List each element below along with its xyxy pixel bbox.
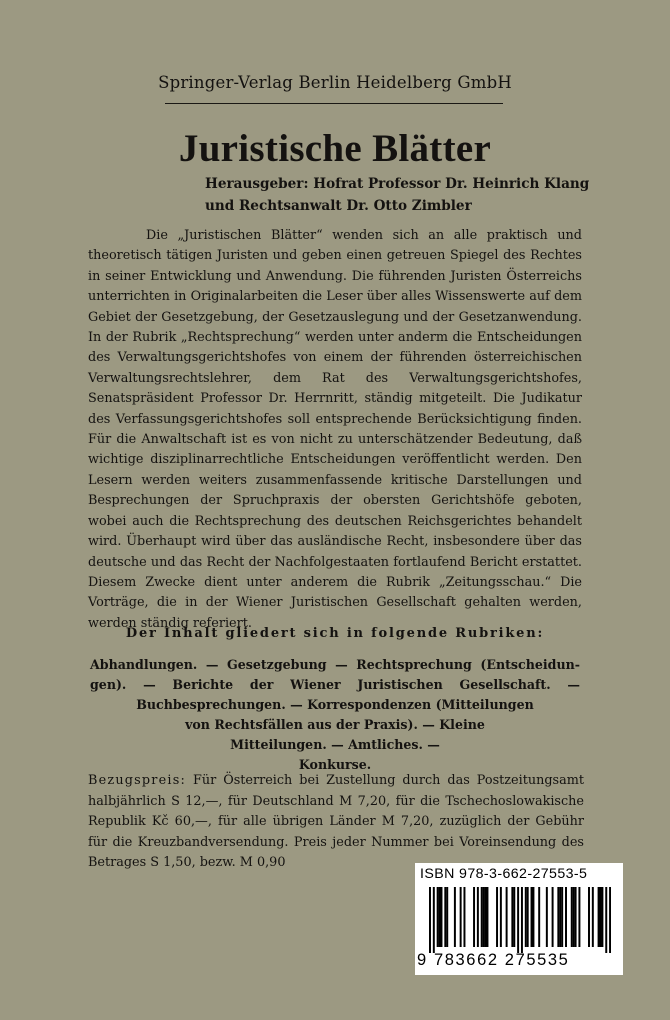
barcode-bar [460,887,462,947]
rubric-line: Mitteilungen. — Amtliches. — [230,737,440,752]
barcode-bar [500,887,502,947]
barcode [429,887,611,953]
barcode-bar [517,887,519,953]
barcode-bar [511,887,513,947]
rubric-list [90,655,580,775]
editors-line-1: Herausgeber: Hofrat Professor Dr. Heinrich Klang [205,176,590,192]
barcode-bar [538,887,540,947]
barcode-bar [552,887,554,947]
description-paragraph: Die „Juristischen Blätter“ wenden sich an alle praktisch und theoretisch tätigen Juristen und geben einen getreuen Spiegel des Rechtes in seiner Entwicklung und Anwendung. Die führenden Juristen Österreichs unterrichten in Originalarbeiten die Leser über alles Wissenswerte auf dem Gebiet der Gesetzgebung, der Gesetzauslegung und der Gesetzanwendung. In der Rubrik „Rechtsprechung“ werden unter anderm die Entscheidungen des Verwaltungsgerichtshofes von einem der führenden österreichischen Verwaltungsrechtslehrer, dem Rat des Verwaltungsgerichtshofes, Senatspräsident Professor Dr. Herrnritt, ständig mitgeteilt. Die Judikatur des Verfassungsgerichtshofes soll entsprechende Berücksichtigung finden. Für die Anwaltschaft ist es von nicht zu unterschätzender Bedeutung, daß wichtige disziplinarrechtliche Entscheidungen veröffentlicht werden. Den Lesern werden weiters zusammenfassende kritische Darstellungen und Besprechungen der Spruchpraxis der obersten Gerichtshöfe geboten, wobei auch die Rechtsprechung des deutschen Reichsgerichtes behandelt wird. Überhaupt wird über das ausländische Recht, insbesondere über das deutsche und das Recht der Nachfolgestaaten fortlaufend Bericht erstattet. Diesem Zwecke dient unter anderem die Rubrik „Zeitungsschau.“ Die Vorträge, die in der Wiener Juristischen Gesellschaft gehalten werden, werden ständig referiert. [88,228,582,631]
barcode-bar [513,887,515,947]
barcode-bar [588,887,590,947]
barcode-bar [525,887,527,947]
barcode-bar [532,887,534,947]
barcode-bar [486,887,488,947]
editors-line-2: und Rechtsanwalt Dr. Otto Zimbler [205,198,472,214]
subscription-price [88,771,584,874]
barcode-bar [527,887,529,947]
barcode-bar [601,887,603,947]
barcode-bar [437,887,439,947]
rubric-line: Abhandlungen. — Gesetzgebung — Rechtsprechung (Entscheidun- [90,657,580,672]
barcode-bar [561,887,563,947]
barcode-digits: 9 783662 275535 [417,951,570,969]
publisher-name: Springer-Verlag Berlin Heidelberg GmbH [158,73,512,92]
barcode-bar [473,887,475,947]
price-text: Für Österreich bei Zustellung durch das Postzeitungsamt halbjährlich S 12,—, für Deutschland M 7,20, für die Tschechoslowakische Republik Kč 60,—, für alle übrigen Länder M 7,20, zuzüglich der Gebühr für die Kreuzbandversendung. Preis jeder Nummer bei Voreinsendung des Betrages S 1,50, bezw. M 0,90 [88,773,584,870]
barcode-bar [571,887,573,947]
barcode-bar [444,887,446,947]
barcode-bar [454,887,456,947]
barcode-bar [573,887,575,947]
price-label: Bezugspreis: [88,773,186,788]
barcode-bar [496,887,498,947]
barcode-bar [521,887,523,953]
barcode-bar [565,887,567,947]
barcode-bar [446,887,448,947]
journal-title: Juristische Blätter [178,127,492,170]
barcode-bar [481,887,483,947]
barcode-bar [575,887,577,947]
barcode-bar [600,887,602,947]
barcode-bar [463,887,465,947]
barcode-bar [483,887,485,947]
barcode-bar [605,887,607,953]
barcode-bar [557,887,559,947]
editors-block [205,173,645,217]
barcode-bar [559,887,561,947]
contents-heading: Der Inhalt gliedert sich in folgende Rubriken: [125,626,545,641]
rubric-line: Buchbesprechungen. — Korrespondenzen (Mitteilungen [136,697,534,712]
barcode-bar [592,887,594,947]
barcode-bar [546,887,548,947]
rubric-line: Konkurse. [298,757,372,772]
barcode-bar [578,887,580,947]
rubric-line: von Rechtsfällen aus der Praxis). — Kleine [185,717,485,732]
barcode-bar [485,887,487,947]
barcode-bar [598,887,600,947]
barcode-bar [609,887,611,953]
isbn-barcode-box [415,863,623,975]
barcode-bar [477,887,479,947]
barcode-bar [439,887,441,947]
rubric-line: gen). — Berichte der Wiener Juristischen Gesellschaft. — [90,677,580,692]
barcode-bar [433,887,435,953]
barcode-bar [429,887,431,953]
barcode-bar [440,887,442,947]
isbn-number: ISBN 978-3-662-27553-5 [420,866,588,882]
barcode-bar [506,887,508,947]
header-rule [165,103,503,104]
barcode-bar [531,887,533,947]
